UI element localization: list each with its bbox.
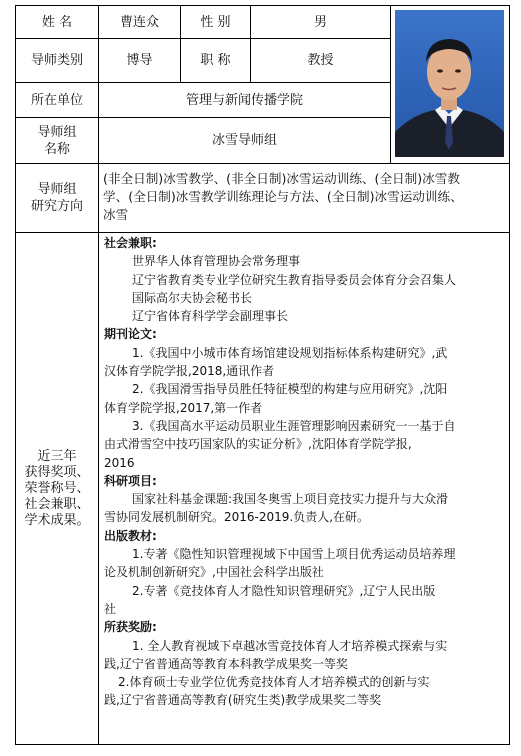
group-direction-line: 冰雪 <box>103 207 129 222</box>
table-border <box>390 5 391 164</box>
achievements-label <box>16 233 98 744</box>
award-item: 1. 全人教育视域下卓越冰雪竞技体育人才培养模式探索与实 <box>132 638 448 653</box>
paper-item-continued: 体育学院学报,2017,第一作者 <box>104 400 263 415</box>
award-item-continued: 践,辽宁省普通高等教育本科教学成果奖一等奖 <box>104 656 348 671</box>
publication-item: 1.专著《隐性知识管理视域下中国雪上项目优秀运动员培养理 <box>132 547 456 562</box>
paper-item-continued: 2016 <box>104 455 135 470</box>
title-value: 教授 <box>307 53 334 68</box>
group-name-label-line: 名称 <box>43 141 70 157</box>
award-item-continued: 践,辽宁省普通高等教育(研究生类)教学成果奖二等奖 <box>104 693 382 708</box>
paper-item: 3.《我国高水平运动员职业生涯管理影响因素研究一一基于自 <box>132 418 456 433</box>
paper-item: 1.《我国中小城市体育场馆建设规划指标体系构建研究》,武 <box>132 345 448 360</box>
mentor-type-label: 导师类别 <box>30 53 83 68</box>
group-name-label-line: 导师组 <box>37 124 77 140</box>
group-name-value: 冰雪导师组 <box>211 133 277 148</box>
unit-label: 所在单位 <box>30 92 83 108</box>
title-label: 职 称 <box>200 53 231 68</box>
group-name-label <box>16 118 98 163</box>
name-value: 曹连众 <box>119 14 159 30</box>
achievements-detail <box>104 234 506 710</box>
paper-item-continued: 由式滑雪空中技巧国家队的实证分析》,沈阳体育学院学报, <box>104 437 412 452</box>
paper-item-continued: 汉体育学院学报,2018,通讯作者 <box>104 364 275 379</box>
publications-heading: 出版教材: <box>104 528 157 543</box>
paper-item: 2.《我国滑雪指导员胜任特征模型的构建与应用研究》,沈阳 <box>132 382 448 397</box>
group-direction-label <box>16 164 98 232</box>
publication-item-continued: 社 <box>104 601 117 616</box>
group-direction-label-line: 研究方向 <box>30 199 83 214</box>
name-label: 姓 名 <box>41 14 73 30</box>
group-direction-value <box>103 170 505 224</box>
achievements-label-line: 近三年 <box>37 448 77 464</box>
group-direction-label-line: 导师组 <box>37 182 77 197</box>
group-direction-line: 学、(全日制)冰雪教学训练理论与方法、(全日制)冰雪运动训练、 <box>103 189 463 204</box>
publication-item-continued: 论及机制创新研究》,中国社会科学出版社 <box>104 565 324 580</box>
gender-value: 男 <box>313 14 327 30</box>
achievements-label-line: 荣誉称号、 <box>24 480 90 496</box>
achievements-label-line: 社会兼职、 <box>24 496 90 512</box>
portrait-image <box>395 10 504 157</box>
mentor-type-value: 博导 <box>126 53 153 68</box>
table-border <box>509 5 510 745</box>
journal-papers-heading: 期刊论文: <box>104 327 157 342</box>
research-item-continued: 雪协同发展机制研究。2016-2019.负责人,在研。 <box>104 510 370 525</box>
unit-value: 管理与新闻传播学院 <box>185 92 303 108</box>
social-position-item: 辽宁省教育类专业学位研究生教育指导委员会体育分会召集人 <box>132 272 457 287</box>
mentor-photo <box>395 10 504 157</box>
social-position-item: 辽宁省体育科学学会副理事长 <box>132 309 289 324</box>
group-direction-line: (非全日制)冰雪教学、(非全日制)冰雪运动训练、(全日制)冰雪教 <box>103 171 460 186</box>
social-positions-heading: 社会兼职: <box>104 236 157 250</box>
research-item: 国家社科基金课题:我国冬奥雪上项目竞技实力提升与大众滑 <box>132 492 449 507</box>
research-projects-heading: 科研项目: <box>104 473 157 488</box>
gender-label: 性 别 <box>200 14 231 30</box>
award-item: 2.体育硕士专业学位优秀竞技体育人才培养模式的创新与实 <box>118 675 430 690</box>
achievements-label-line: 获得奖项、 <box>24 464 90 480</box>
awards-heading: 所获奖励: <box>104 620 157 635</box>
table-border <box>15 744 510 745</box>
publication-item: 2.专著《竞技体育人才隐性知识管理研究》,辽宁人民出版 <box>132 583 436 598</box>
achievements-label-line: 学术成果。 <box>24 512 90 528</box>
social-position-item: 国际高尔夫协会秘书长 <box>132 290 253 305</box>
social-position-item: 世界华人体育管理协会常务理事 <box>132 254 301 269</box>
